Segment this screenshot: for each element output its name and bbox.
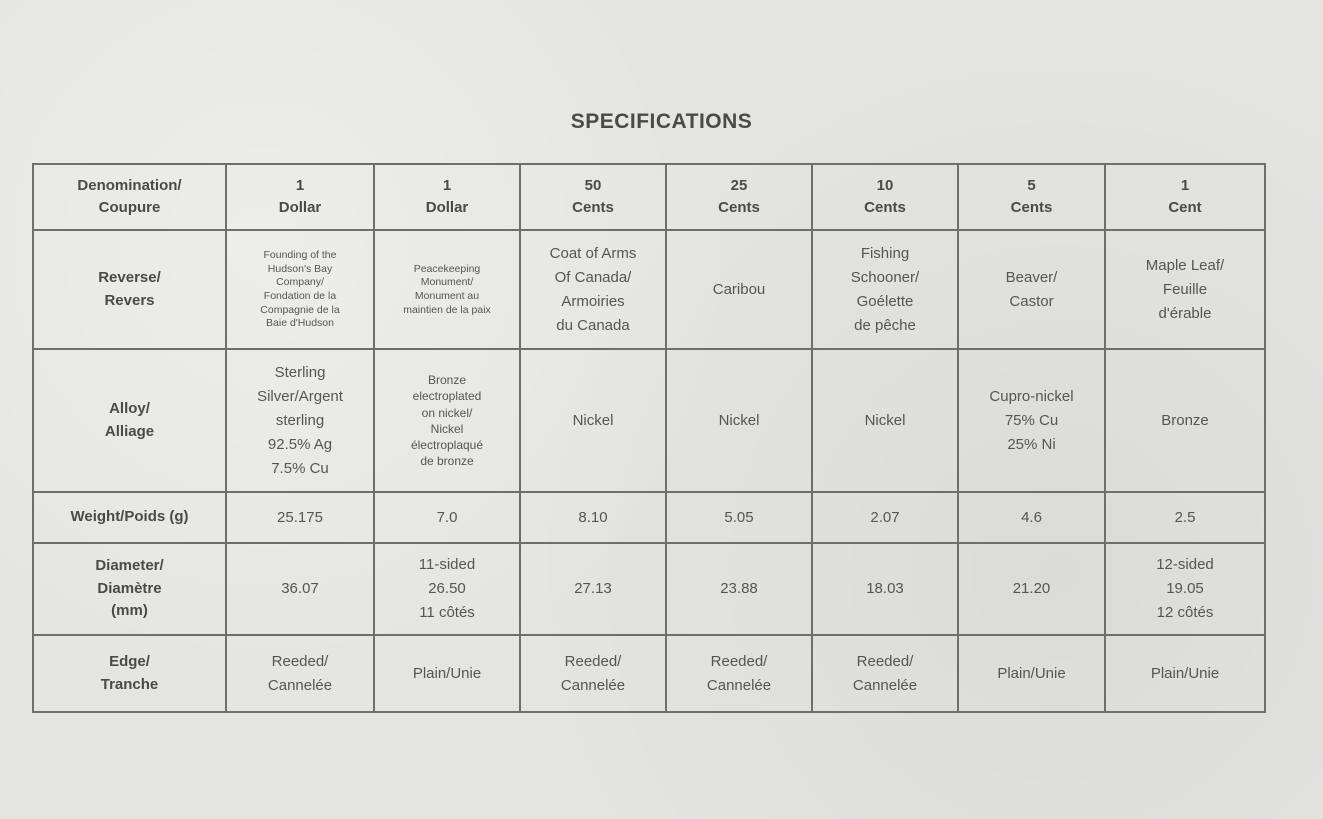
- table-cell: 25 Cents: [666, 164, 812, 230]
- table-cell: Bronze: [1105, 349, 1265, 492]
- table-cell: 23.88: [666, 543, 812, 636]
- table-cell: Caribou: [666, 230, 812, 349]
- table-cell: Sterling Silver/Argent sterling 92.5% Ag 7.5% Cu: [226, 349, 374, 492]
- table-cell: 10 Cents: [812, 164, 958, 230]
- edge-row: [33, 635, 1265, 712]
- table-cell: Peacekeeping Monument/ Monument au maintien de la paix: [374, 230, 520, 349]
- table-cell: 1 Dollar: [226, 164, 374, 230]
- table-cell: Maple Leaf/ Feuille d'érable: [1105, 230, 1265, 349]
- table-cell: Reeded/ Cannelée: [520, 635, 666, 712]
- table-cell: Fishing Schooner/ Goélette de pêche: [812, 230, 958, 349]
- table-cell: 5.05: [666, 492, 812, 542]
- table-cell: Reeded/ Cannelée: [812, 635, 958, 712]
- row-header-weight: Weight/Poids (g): [33, 492, 226, 542]
- table-cell: Reeded/ Cannelée: [666, 635, 812, 712]
- table-cell: 8.10: [520, 492, 666, 542]
- table-cell: 18.03: [812, 543, 958, 636]
- table-cell: Bronze electroplated on nickel/ Nickel électroplaqué de bronze: [374, 349, 520, 492]
- table-cell: Reeded/ Cannelée: [226, 635, 374, 712]
- table-cell: 1 Cent: [1105, 164, 1265, 230]
- specifications-table: [32, 163, 1266, 713]
- alloy-row: [33, 349, 1265, 492]
- row-header-edge: Edge/ Tranche: [33, 635, 226, 712]
- table-cell: Coat of Arms Of Canada/ Armoiries du Canada: [520, 230, 666, 349]
- denomination-row: [33, 164, 1265, 230]
- reverse-row: [33, 230, 1265, 349]
- table-cell: Nickel: [812, 349, 958, 492]
- table-cell: Nickel: [666, 349, 812, 492]
- table-cell: Founding of the Hudson's Bay Company/ Fondation de la Compagnie de la Baie d'Hudson: [226, 230, 374, 349]
- table-cell: 2.07: [812, 492, 958, 542]
- table-cell: 2.5: [1105, 492, 1265, 542]
- table-cell: 4.6: [958, 492, 1105, 542]
- table-cell: 1 Dollar: [374, 164, 520, 230]
- table-cell: Beaver/ Castor: [958, 230, 1105, 349]
- row-header-denomination: Denomination/ Coupure: [33, 164, 226, 230]
- table-cell: 21.20: [958, 543, 1105, 636]
- table-cell: 12-sided 19.05 12 côtés: [1105, 543, 1265, 636]
- table-cell: 11-sided 26.50 11 côtés: [374, 543, 520, 636]
- page-title: SPECIFICATIONS: [570, 110, 753, 133]
- table-cell: Cupro-nickel 75% Cu 25% Ni: [958, 349, 1105, 492]
- table-cell: 25.175: [226, 492, 374, 542]
- row-header-alloy: Alloy/ Alliage: [33, 349, 226, 492]
- table-cell: 7.0: [374, 492, 520, 542]
- table-cell: 5 Cents: [958, 164, 1105, 230]
- diameter-row: [33, 543, 1265, 636]
- table-cell: 36.07: [226, 543, 374, 636]
- row-header-diameter: Diameter/ Diamètre (mm): [33, 543, 226, 636]
- table-cell: 50 Cents: [520, 164, 666, 230]
- table-cell: 27.13: [520, 543, 666, 636]
- row-header-reverse: Reverse/ Revers: [33, 230, 226, 349]
- table-cell: Plain/Unie: [1105, 635, 1265, 712]
- table-cell: Nickel: [520, 349, 666, 492]
- table-cell: Plain/Unie: [958, 635, 1105, 712]
- table-cell: Plain/Unie: [374, 635, 520, 712]
- weight-row: [33, 492, 1265, 542]
